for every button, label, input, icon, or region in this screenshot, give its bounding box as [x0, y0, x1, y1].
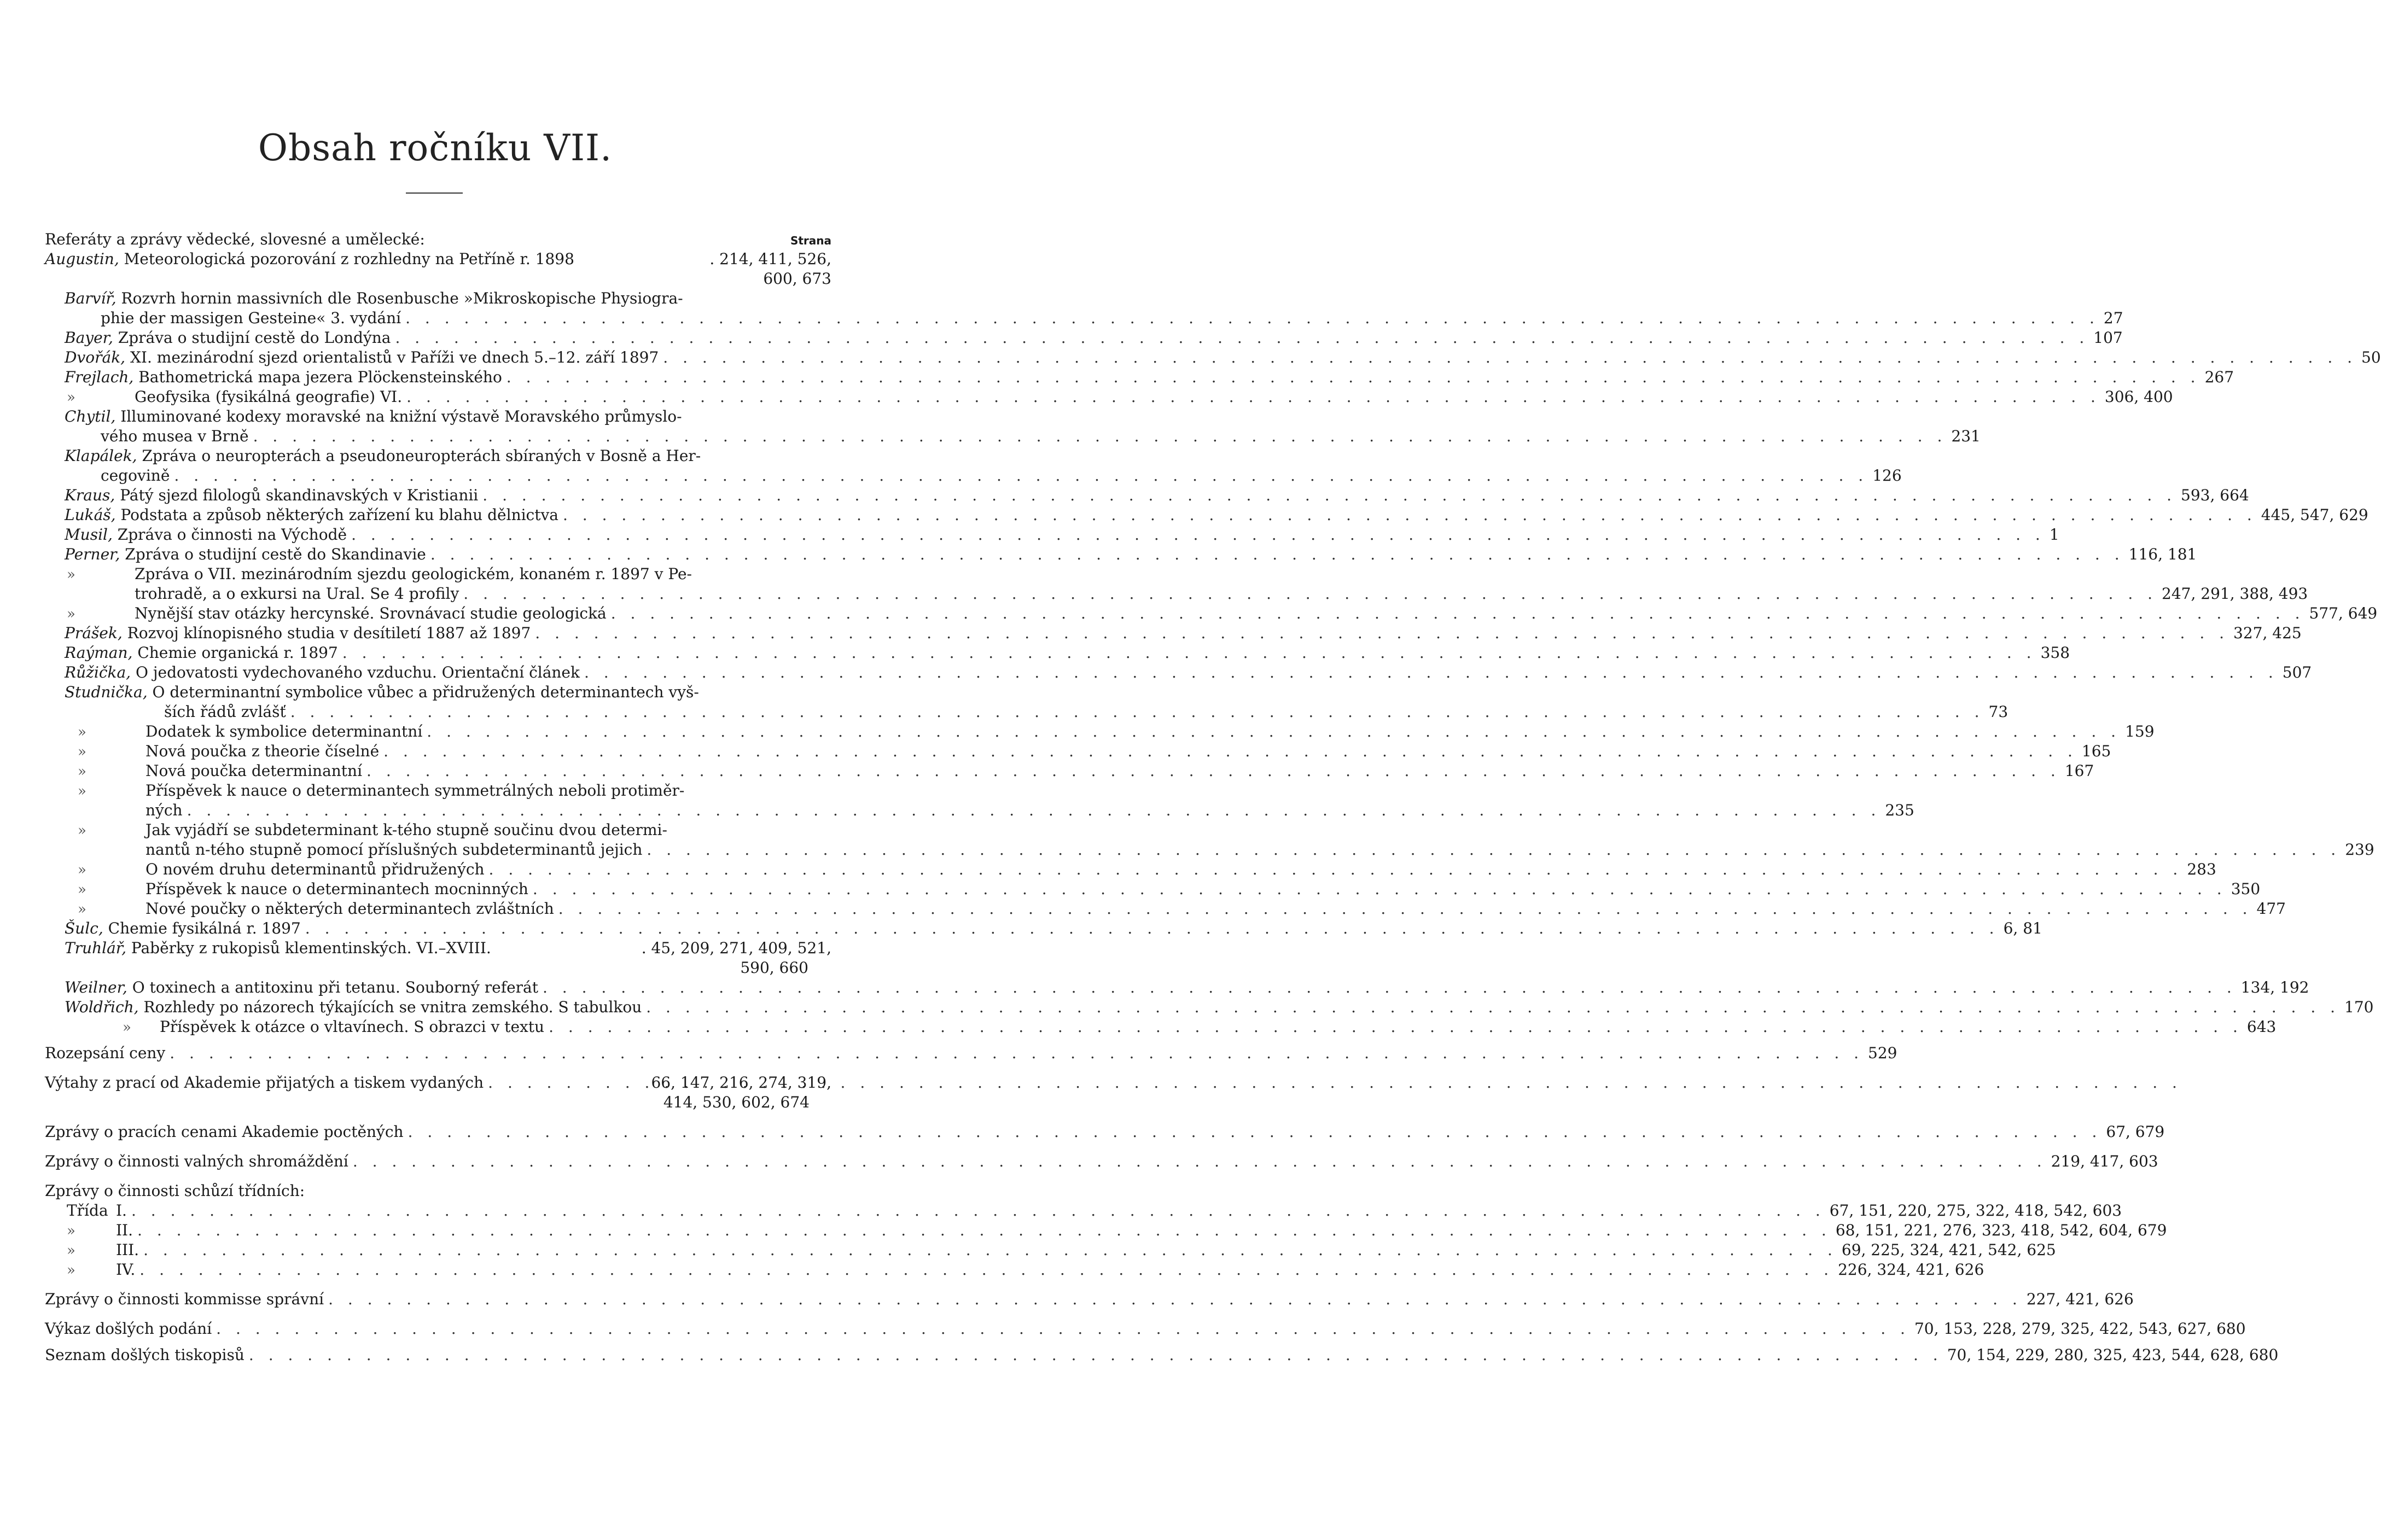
list-item: Barvíř, Rozvrh hornin massivních dle Rosenbusche »Mikroskopische Physiogra-	[65, 289, 683, 307]
list-item: » Dodatek k symbolice determinantní . . . 159	[75, 722, 831, 742]
list-item: Chytil, Illuminované kodexy moravské na knižní výstavě Moravského průmyslo-	[65, 407, 682, 425]
list-item: » Nynější stav otázky hercynské. Srovnávací studie geologická . . . 577, 649	[65, 604, 831, 623]
section-zpravy-schuzi: Zprávy o činnosti schůzí třídních:	[45, 1182, 305, 1200]
list-item: trohradě, a o exkursi na Ural. Se 4 profily . . . 247, 291, 388, 493	[65, 584, 831, 604]
page-title: Obsah ročníku VII.	[258, 127, 613, 169]
section-seznam: Seznam došlých tiskopisů . . . 70, 154, 229, 280, 325, 423, 544, 628, 680	[45, 1345, 831, 1365]
list-item: » Nová poučka z theorie číselné . . . 165	[75, 742, 831, 761]
list-item: nantů n-tého stupně pomocí příslušných subdeterminantů jejich . . . 239	[75, 840, 831, 860]
list-item: Dvořák, XI. mezinárodní sjezd orientalistů v Paříži ve dnech 5.–12. září 1897 . . . 50	[65, 348, 831, 368]
section-vykaz: Výkaz došlých podání . . . 70, 153, 228, 279, 325, 422, 543, 627, 680	[45, 1319, 831, 1339]
section-vytahy: Výtahy z prací od Akademie přijatých a tiskem vydaných . . . 66, 147, 216, 274, 319,	[45, 1073, 831, 1093]
list-item: Kraus, Pátý sjezd filologů skandinavských v Kristianii . . . 593, 664	[65, 486, 831, 505]
list-item: » Nová poučka determinantní . . . 167	[75, 761, 831, 781]
list-item: » Nové poučky o některých determinantech zvláštních . . . 477	[75, 899, 831, 919]
section-zpravy-kommisse: Zprávy o činnosti kommisse správní . . . 227, 421, 626	[45, 1290, 831, 1309]
list-item: 600, 673	[763, 270, 831, 288]
list-item: » Zpráva o VII. mezinárodním sjezdu geologickém, konaném r. 1897 v Pe-	[67, 565, 692, 583]
list-item: Augustin, Meteorologická pozorování z rozhledny na Petříně r. 1898 . 214, 411, 526,	[45, 250, 831, 268]
trida-row: » II. . . . 68, 151, 221, 276, 323, 418, 542, 604, 679	[65, 1221, 831, 1240]
list-item: » Příspěvek k nauce o determinantech mocninných . . . 350	[75, 879, 831, 899]
list-item: Raýman, Chemie organická r. 1897 . . . 358	[65, 643, 831, 663]
list-item: Perner, Zpráva o studijní cestě do Skandinavie . . . 116, 181	[65, 545, 831, 564]
list-item: » Příspěvek k nauce o determinantech symmetrálných neboli protiměr-	[78, 781, 685, 800]
list-item: phie der massigen Gesteine« 3. vydání . . . 27	[101, 308, 831, 328]
trida-row: Třída I. . . . 67, 151, 220, 275, 322, 418, 542, 603	[65, 1201, 831, 1221]
section-zpravy-valnych: Zprávy o činnosti valných shromáždění . . . 219, 417, 603	[45, 1152, 831, 1171]
section-heading	[45, 230, 831, 249]
list-item: Truhlář, Paběrky z rukopisů klementinských. VI.–XVIII. . 45, 209, 271, 409, 521,	[65, 939, 831, 957]
list-item: Klapálek, Zpráva o neuropterách a pseudoneuropterách sbíraných v Bosně a Her-	[65, 447, 701, 465]
strana-label: Strana	[790, 234, 831, 247]
list-item: Lukáš, Podstata a způsob některých zařízení ku blahu dělnictva . . . 445, 547, 629	[65, 505, 831, 525]
title-divider	[406, 192, 463, 194]
list-item: Weilner, O toxinech a antitoxinu při tetanu. Souborný referát . . . 134, 192	[65, 978, 831, 998]
trida-row: » III. . . . 69, 225, 324, 421, 542, 625	[65, 1240, 831, 1260]
list-item: Růžička, O jedovatosti vydechovaného vzduchu. Orientační článek . . . 507	[65, 663, 831, 682]
list-item: Frejlach, Bathometrická mapa jezera Plöckensteinského . . . 267	[65, 368, 831, 387]
section-rozepsani: Rozepsání ceny . . . 529	[45, 1043, 831, 1063]
list-item: ších řádů zvlášť . . . 73	[164, 702, 831, 722]
list-item: Studnička, O determinantní symbolice vůbec a přidružených determinantech vyš-	[65, 683, 699, 701]
section-label: Referáty a zprávy vědecké, slovesné a umělecké:	[45, 230, 425, 248]
section-zpravy-cenami: Zprávy o pracích cenami Akademie poctěných . . . 67, 679	[45, 1122, 831, 1142]
list-item: » Jak vyjádří se subdeterminant k-tého stupně součinu dvou determi-	[78, 821, 667, 839]
list-item: cegovině . . . 126	[101, 466, 831, 486]
section-vytahy-cont: 414, 530, 602, 674	[663, 1093, 810, 1111]
list-item: Prášek, Rozvoj klínopisného studia v desítiletí 1887 až 1897 . . . 327, 425	[65, 623, 831, 643]
list-item: Woldřich, Rozhledy po názorech týkajících se vnitra zemského. S tabulkou . . . 170	[65, 998, 831, 1017]
list-item: ných . . . 235	[75, 801, 831, 820]
list-item: » Příspěvek k otázce o vltavínech. S obrazci v textu . . . 643	[120, 1017, 831, 1037]
list-item: 590, 660	[740, 959, 808, 977]
list-item: Bayer, Zpráva o studijní cestě do Londýna . . . 107	[65, 328, 831, 348]
trida-row: » IV. . . . 226, 324, 421, 626	[65, 1260, 831, 1280]
list-item: Musil, Zpráva o činnosti na Východě . . . 1	[65, 525, 831, 545]
list-item: vého musea v Brně . . . 231	[101, 427, 831, 446]
list-item: » O novém druhu determinantů přidružených . . . 283	[75, 860, 831, 879]
list-item: » Geofysika (fysikálná geografie) VI. . . . 306, 400	[65, 387, 831, 407]
list-item: Šulc, Chemie fysikálná r. 1897 . . . 6, 81	[65, 919, 831, 938]
